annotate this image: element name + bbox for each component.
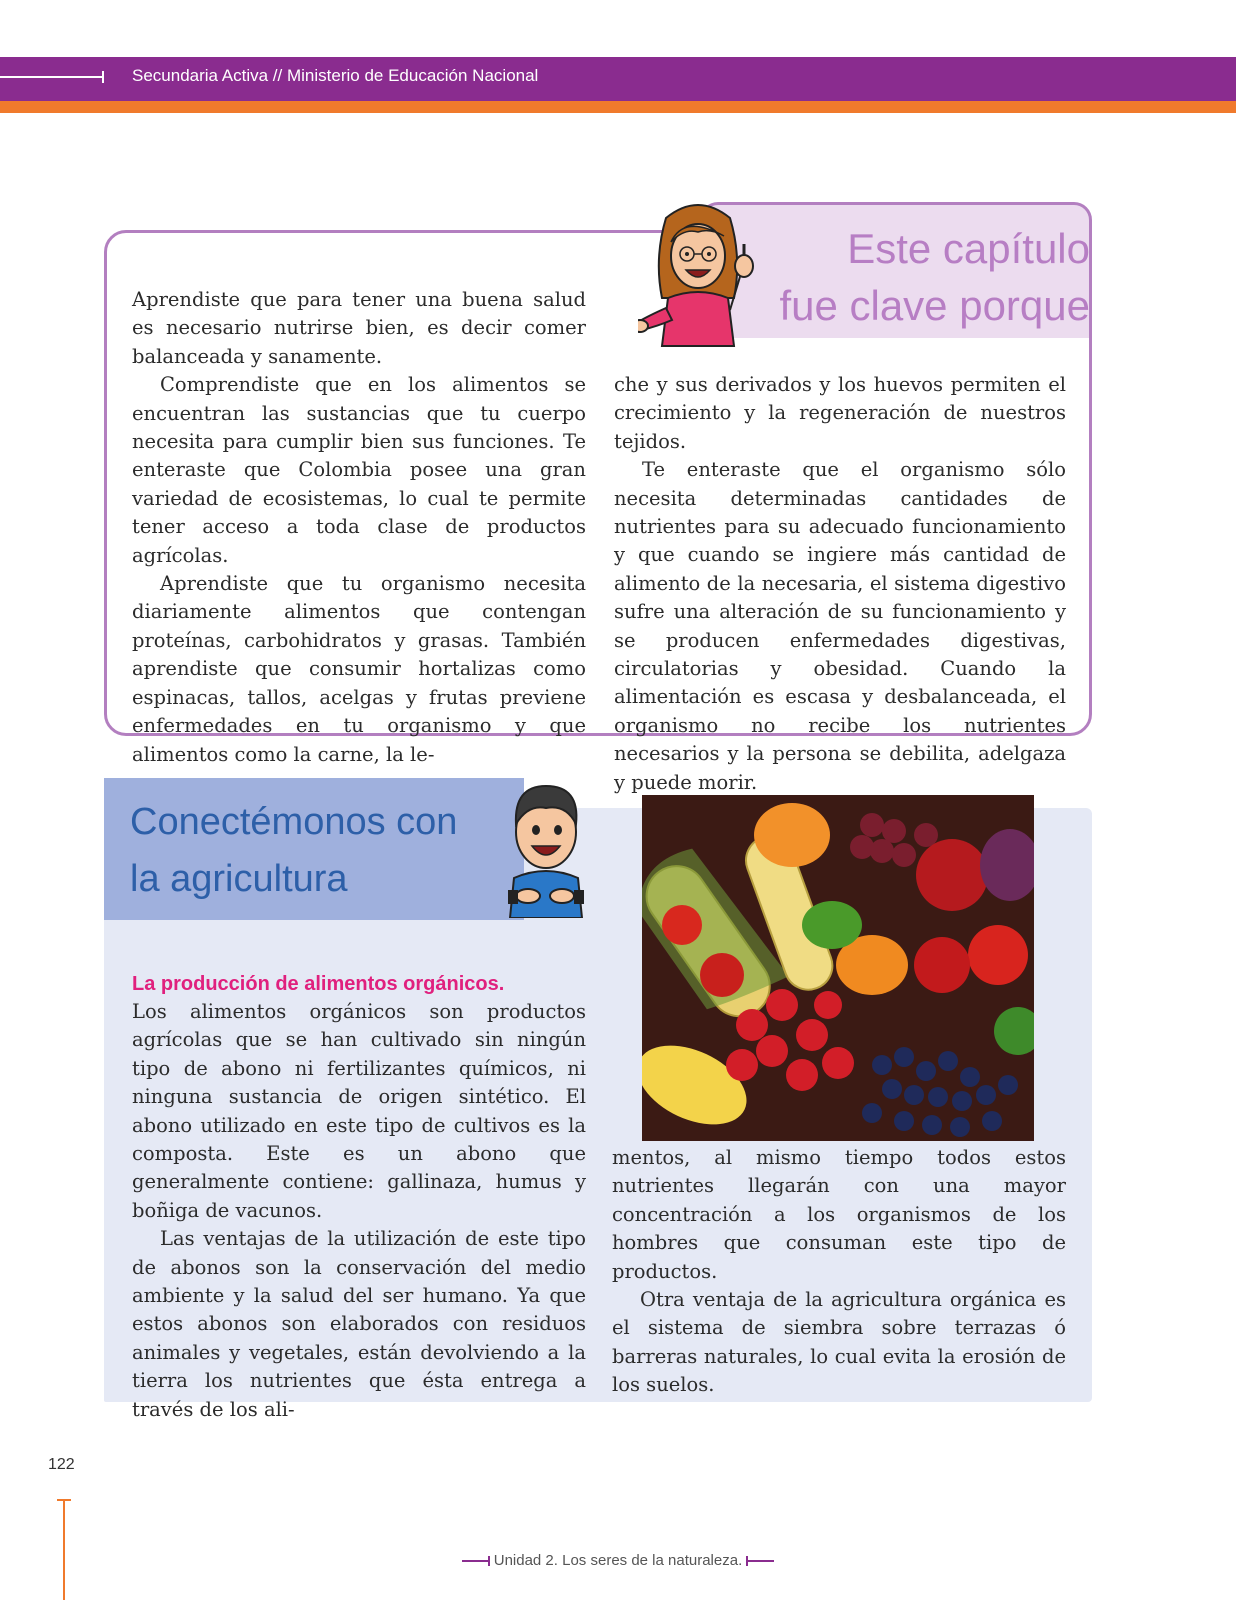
summary-right-column xyxy=(614,371,1066,797)
page-rule xyxy=(63,1500,65,1600)
summary-paragraph: Comprendiste que en los alimentos se encuentran las sustancias que tu cuerpo necesita para cumplir bien sus funciones. Te enteraste que Colombia posee una gran variedad de ecosistemas, lo cual te permite tener acceso a toda clase de productos agrícolas. xyxy=(132,373,586,567)
footer-rule-left xyxy=(462,1560,490,1562)
footer-unit-label: Unidad 2. xyxy=(493,1552,558,1569)
summary-paragraph: Aprendiste que para tener una buena salud es necesario nutrirse bien, es decir comer balanceada y sanamente. xyxy=(132,288,586,368)
summary-paragraph: che y sus derivados y los huevos permiten el crecimiento y la regeneración de nuestros tejidos. xyxy=(614,373,1066,453)
student-boy-illustration xyxy=(500,778,592,918)
vegetables-photo xyxy=(642,795,1034,1141)
agriculture-subheading: La producción de alimentos orgánicos. xyxy=(132,973,505,995)
footer xyxy=(0,1552,1236,1569)
agriculture-paragraph: Las ventajas de la utilización de este tipo de abonos son la conservación del medio ambiente y la salud del ser humano. Ya que estos abonos son elaborados con residuos animales y vegetales, están devolviendo a la tierra los nutrientes que ésta entrega a través de los ali- xyxy=(132,1227,586,1421)
page-number: 122 xyxy=(48,1456,75,1473)
summary-title-line1: Este capítulo xyxy=(847,225,1090,272)
summary-left-column xyxy=(132,286,586,769)
footer-rule-right xyxy=(746,1560,774,1562)
footer-unit-title: Los seres de la naturaleza. xyxy=(562,1552,743,1569)
agriculture-left-column xyxy=(132,970,586,1424)
agriculture-paragraph: Otra ventaja de la agricultura orgánica es el sistema de siembra sobre terrazas ó barreras naturales, lo cual evita la erosión de los suelos. xyxy=(612,1288,1066,1397)
summary-title-line2: fue clave porque xyxy=(779,282,1090,329)
agriculture-paragraph: mentos, al mismo tiempo todos estos nutrientes llegarán con una mayor concentración a los organismos de los hombres que consuman este tipo de productos. xyxy=(612,1146,1066,1283)
agriculture-paragraph: Los alimentos orgánicos son productos agrícolas que se han cultivado sin ningún tipo de abono ni fertilizantes químicos, ni ninguna sustancia de origen sintético. El abono utilizado en este tipo de cultivos es la composta. Este es un abono que generalmente contiene: gallinaza, humus y boñiga de vacunos. xyxy=(132,1000,586,1222)
summary-title xyxy=(779,220,1090,334)
header-title: Secundaria Activa // Ministerio de Educación Nacional xyxy=(132,66,539,85)
header-rule-tick xyxy=(102,71,104,83)
header-orange-stripe xyxy=(0,101,1236,113)
summary-paragraph: Aprendiste que tu organismo necesita diariamente alimentos que contengan proteínas, carbohidratos y grasas. También aprendiste que consumir hortalizas como espinacas, tallos, acelgas y frutas previene enfermedades en tu organismo y que alimentos como la carne, la le- xyxy=(132,572,586,766)
agriculture-right-column xyxy=(612,1144,1066,1400)
teacher-girl-illustration xyxy=(638,198,758,348)
agriculture-title-line1: Conectémonos con xyxy=(130,801,458,843)
summary-paragraph: Te enteraste que el organismo sólo necesita determinadas cantidades de nutrientes para su adecuado funcionamiento y que cuando se ingiere más cantidad de alimento de la necesaria, el sistema digestivo sufre una alteración de su funcionamiento y se producen enfermedades digestivas, circulatorias y obesidad. Cuando la alimentación es escasa y desbalanceada, el organismo no recibe los nutrientes necesarios y la persona se debilita, adelgaza y puede morir. xyxy=(614,458,1066,794)
header-rule xyxy=(0,76,104,78)
agriculture-title-line2: la agricultura xyxy=(130,858,348,900)
agriculture-title xyxy=(130,794,457,908)
